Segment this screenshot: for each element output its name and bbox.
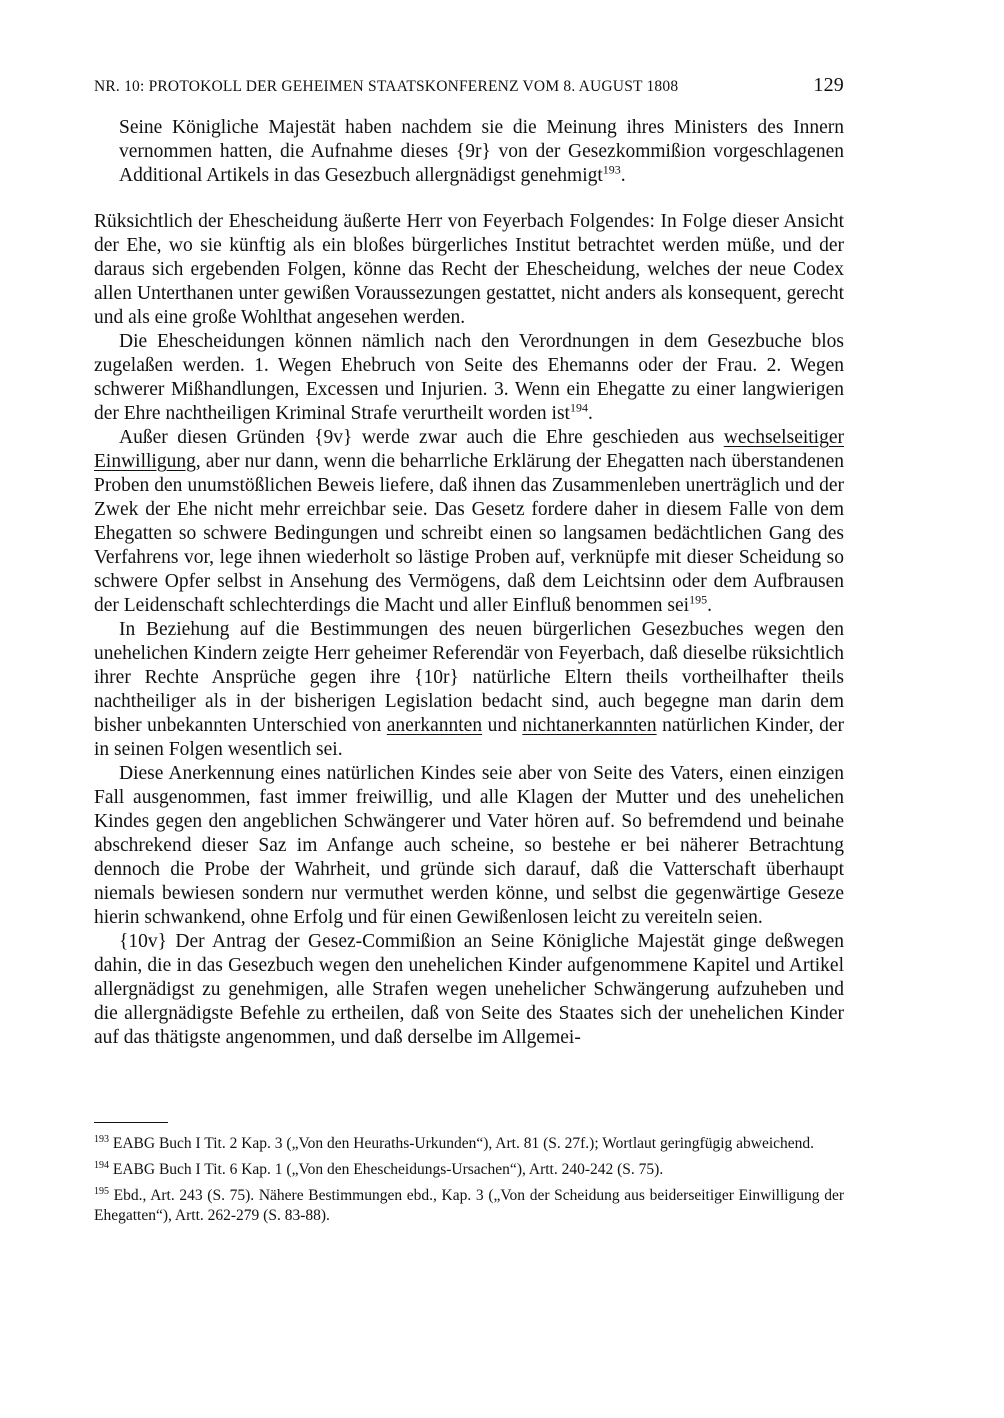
underlined-term: nichtanerkannten — [522, 715, 657, 736]
paragraph — [94, 930, 844, 1050]
main-text — [94, 116, 844, 1050]
paragraph-text: Die Ehescheidungen können nämlich nach den Verordnungen in dem Gesezbuche blos zugelaßen werden. 1. Wegen Ehebruch von Seite des Ehemanns oder der Frau. 2. Wegen schwerer Mißhandlungen, Excessen und Injurien. 3. Wenn ein Ehegatte zu einer langwierigen der Ehre nachtheiligen Kriminal Strafe verurtheilt worden ist — [94, 331, 844, 424]
paragraph-text: Seine Königliche Majestät haben nachdem sie die Meinung ihres Ministers des Innern vernommen hatten, die Aufnahme dieses {9r} von der Gesezkommißion vorgeschlagenen Additional Artikels in das Gesezbuch allergnädigst genehmigt — [119, 117, 844, 186]
paragraph-text: Diese Anerkennung eines natürlichen Kindes seie aber von Seite des Vaters, einen einzigen Fall ausgenommen, fast immer freiwillig, und alle Klagen der Mutter und des unehelichen Kindes gegen den angeblichen Schwängerer und Vater hören auf. So befremdend und beinahe abschrekend dieser Saz im Anfange auch scheine, so bestehe er bei näherer Betrachtung dennoch die Probe der Wahrheit, und gründe sich darauf, daß die Vatterschaft überhaupt niemals bewiesen sondern nur vermuthet werden könne, und selbst die gegenwärtige Geseze hierin schwankend, ohne Erfolg und für einen Gewißenlosen leicht zu vereiteln seien. — [94, 763, 844, 928]
footnote-text: EABG Buch I Tit. 6 Kap. 1 („Von den Ehescheidungs-Ursachen“), Artt. 240-242 (S. 75). — [112, 1161, 664, 1178]
paragraph — [94, 210, 844, 330]
footnote — [94, 1134, 844, 1154]
punctuation: . — [707, 595, 712, 616]
paragraph-quote — [94, 116, 844, 188]
footnote-text: Ebd., Art. 243 (S. 75). Nähere Bestimmungen ebd., Kap. 3 („Von der Scheidung aus beiderseitiger Einwilligung der Ehegatten“), Artt. 262-279 (S. 83-88). — [94, 1187, 845, 1224]
footnote-ref[interactable]: 193 — [602, 162, 621, 177]
paragraph-text: Rüksichtlich der Ehescheidung äußerte Herr von Feyerbach Folgendes: In Folge dieser Ansicht der Ehe, wo sie künftig als ein bloßes bürgerliches Institut betrachtet werden müße, und der daraus sich ergebenden Folgen, könne das Recht der Ehescheidung, welches der neue Codex allen Unterthanen unter gewißen Voraussezungen gestattet, nicht anders als konsequent, gerecht und als eine große Wohlthat angesehen werden. — [94, 211, 844, 328]
paragraph-text: , aber nur dann, wenn die beharrliche Erklärung der Ehegatten nach überstandenen Proben den unumstößlichen Beweis liefere, daß ihnen das Zusammenleben unerträglich und der Zwek der Ehe nicht mehr erreichbar seie. Das Gesetz fordere daher in diesem Falle von dem Ehegatten so schwere Bedingungen und schreibt einen so langsamen bedächtlichen Gang des Verfahrens vor, lege ihnen wiederholt so lästige Proben auf, verknüpfe mit dieser Scheidung so schwere Opfer selbst in Ansehung des Vermögens, daß dem Leichtsinn oder dem Aufbrausen der Leidenschaft schlechterdings die Macht und aller Einfluß benommen sei — [94, 451, 844, 616]
footnote-number: 195 — [94, 1185, 109, 1197]
paragraph-text: und — [482, 715, 523, 736]
paragraph-text: In Beziehung auf die Bestimmungen des neuen bürgerlichen Gesezbuches wegen den unehelichen Kindern zeigte Herr geheimer Referendär von Feyerbach, daß dieselbe rüksichtlich ihrer Rechte Ansprüche gegen ihre {10r} natürliche Eltern theils vortheilhafter theils nachtheiliger als in der bisherigen Legislation bedacht sind, auch begegne man darin dem bisher unbekannten Unterschied von — [94, 619, 844, 736]
footnotes — [94, 1134, 844, 1232]
paragraph-text: {10v} Der Antrag der Gesez-Commißion an Seine Königliche Majestät ginge deßwegen dahin, die in das Gesezbuch wegen den unehelichen Kinder aufgenommene Kapitel und Artikel allergnädigst zu genehmigen, alle Strafen wegen unehelicher Schwängerung aufzuheben und die allergnädigste Befehle zu ertheilen, daß von Seite des Staates sich der unehelichen Kinder auf das thätigste angenommen, und daß derselbe im Allgemei- — [94, 931, 844, 1048]
footnote-number: 194 — [94, 1159, 109, 1171]
paragraph-text: Außer diesen Gründen {9v} werde zwar auch die Ehre geschieden aus — [119, 427, 724, 448]
footnote-divider — [94, 1122, 168, 1123]
footnote — [94, 1186, 844, 1226]
punctuation: . — [620, 165, 626, 186]
paragraph-text: natürlichen Kinder, der in seinen Folgen wesentlich sei. — [94, 715, 844, 760]
paragraph — [94, 330, 844, 426]
page-number: 129 — [813, 74, 844, 96]
footnote-number: 193 — [94, 1133, 109, 1145]
punctuation: . — [587, 403, 593, 424]
paragraph — [94, 762, 844, 930]
footnote-ref[interactable]: 195 — [689, 592, 708, 607]
underlined-term: wechselseitiger Einwilligung — [94, 427, 844, 472]
running-header — [94, 74, 844, 102]
underlined-term: anerkannten — [386, 715, 483, 736]
paragraph — [94, 618, 844, 762]
footnote — [94, 1160, 844, 1180]
footnote-ref[interactable]: 194 — [569, 400, 588, 415]
footnote-text: EABG Buch I Tit. 2 Kap. 3 („Von den Heuraths-Urkunden“), Art. 81 (S. 27f.); Wortlaut geringfügig abweichend. — [112, 1135, 815, 1152]
header-title: NR. 10: PROTOKOLL DER GEHEIMEN STAATSKONFERENZ VOM 8. AUGUST 1808 — [94, 78, 679, 95]
paragraph — [94, 426, 844, 618]
